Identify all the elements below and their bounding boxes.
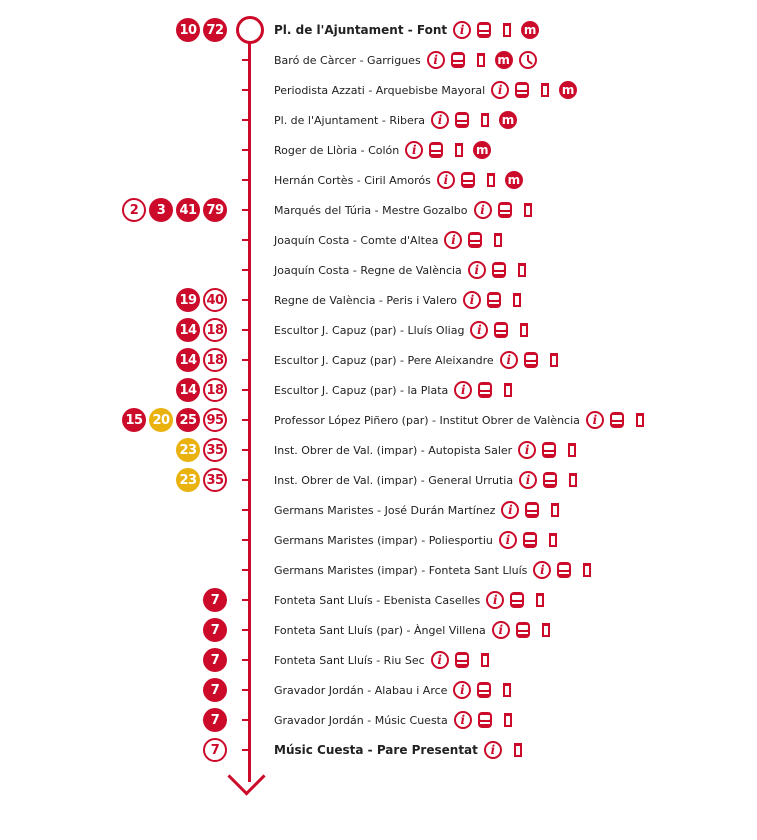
info-icon[interactable]: i — [468, 261, 486, 279]
stop-info — [274, 165, 523, 195]
shelter-icon — [487, 173, 495, 187]
stop-row[interactable] — [0, 15, 757, 45]
line-badges — [176, 375, 227, 405]
line-badge[interactable]: 14 — [176, 378, 200, 402]
stop-row[interactable] — [0, 465, 757, 495]
shelter-icon — [541, 83, 549, 97]
stop-row[interactable] — [0, 195, 757, 225]
info-icon[interactable]: i — [491, 81, 509, 99]
shelter-icon — [518, 263, 526, 277]
stop-name[interactable]: Roger de Llòria - Colón — [274, 143, 400, 157]
stop-row[interactable] — [0, 315, 757, 345]
info-icon[interactable]: i — [431, 111, 449, 129]
shelter-icon — [568, 443, 576, 457]
shelter-icon — [583, 563, 591, 577]
stop-info — [274, 675, 511, 705]
stop-info — [274, 105, 517, 135]
info-icon[interactable]: i — [492, 621, 510, 639]
line-badge[interactable]: 10 — [176, 18, 200, 42]
line-badges — [122, 405, 227, 435]
stop-name[interactable]: Inst. Obrer de Val. (impar) - General Urrutia — [274, 473, 514, 487]
line-badge[interactable]: 7 — [203, 648, 227, 672]
line-badge[interactable]: 7 — [203, 738, 227, 762]
stop-row[interactable] — [0, 165, 757, 195]
metro-icon[interactable]: m — [559, 81, 577, 99]
bus-icon — [478, 382, 492, 398]
stop-name[interactable]: Baró de Càrcer - Garrigues — [274, 53, 421, 67]
stop-info — [274, 615, 550, 645]
stop-info — [274, 345, 558, 375]
stop-name[interactable]: Joaquín Costa - Regne de València — [274, 263, 462, 277]
line-badges — [176, 315, 227, 345]
stop-name[interactable]: Fonteta Sant Lluís - Ebenista Caselles — [274, 593, 481, 607]
bus-icon — [543, 472, 557, 488]
stop-row[interactable] — [0, 435, 757, 465]
shelter-icon — [503, 23, 511, 37]
info-icon[interactable]: i — [518, 441, 536, 459]
line-badges — [176, 15, 227, 45]
shelter-icon — [542, 623, 550, 637]
stop-info — [274, 555, 591, 585]
stop-row[interactable] — [0, 285, 757, 315]
info-icon[interactable]: i — [431, 651, 449, 669]
info-icon[interactable]: i — [470, 321, 488, 339]
info-icon[interactable]: i — [427, 51, 445, 69]
shelter-icon — [513, 293, 521, 307]
bus-icon — [468, 232, 482, 248]
line-badge[interactable]: 19 — [176, 288, 200, 312]
info-icon[interactable]: i — [586, 411, 604, 429]
shelter-icon — [481, 113, 489, 127]
shelter-icon — [503, 683, 511, 697]
bus-icon — [494, 322, 508, 338]
metro-icon[interactable]: m — [499, 111, 517, 129]
stop-name[interactable]: Marqués del Túria - Mestre Gozalbo — [274, 203, 468, 217]
stop-info — [274, 45, 537, 75]
line-badge[interactable]: 35 — [203, 438, 227, 462]
stop-info — [274, 15, 539, 45]
shelter-icon — [536, 593, 544, 607]
bus-icon — [492, 262, 506, 278]
line-badge[interactable]: 3 — [149, 198, 173, 222]
bus-icon — [515, 82, 529, 98]
stop-info — [274, 435, 576, 465]
stop-row[interactable] — [0, 405, 757, 435]
info-icon[interactable]: i — [453, 21, 471, 39]
shelter-icon — [550, 353, 558, 367]
bus-icon — [455, 652, 469, 668]
info-icon[interactable]: i — [463, 291, 481, 309]
shelter-icon — [477, 53, 485, 67]
bus-icon — [477, 22, 491, 38]
stop-row[interactable] — [0, 585, 757, 615]
line-badge[interactable]: 23 — [176, 468, 200, 492]
line-badge[interactable]: 18 — [203, 378, 227, 402]
line-badges — [203, 585, 227, 615]
stop-info — [274, 735, 522, 765]
line-badges — [203, 705, 227, 735]
stop-name[interactable]: Germans Maristes (impar) - Fonteta Sant Lluís — [274, 563, 528, 577]
shelter-icon — [504, 713, 512, 727]
bus-icon — [516, 622, 530, 638]
bus-icon — [510, 592, 524, 608]
stop-info — [274, 405, 644, 435]
bus-icon — [523, 532, 537, 548]
line-badge[interactable]: 18 — [203, 318, 227, 342]
line-badges — [176, 435, 227, 465]
stop-row[interactable] — [0, 525, 757, 555]
bus-icon — [461, 172, 475, 188]
info-icon[interactable]: i — [405, 141, 423, 159]
shelter-icon — [551, 503, 559, 517]
shelter-icon — [481, 653, 489, 667]
line-badge[interactable]: 14 — [176, 348, 200, 372]
line-badge[interactable]: 25 — [176, 408, 200, 432]
info-icon[interactable]: i — [519, 471, 537, 489]
bus-icon — [542, 442, 556, 458]
bus-icon — [487, 292, 501, 308]
stop-row[interactable] — [0, 345, 757, 375]
info-icon[interactable]: i — [474, 201, 492, 219]
clock-icon — [519, 51, 537, 69]
stop-name[interactable]: Joaquín Costa - Comte d'Altea — [274, 233, 439, 247]
stop-info — [274, 645, 489, 675]
stop-info — [274, 375, 512, 405]
stop-name[interactable]: Germans Maristes (impar) - Poliesportiu — [274, 533, 493, 547]
info-icon[interactable]: i — [454, 711, 472, 729]
bus-icon — [557, 562, 571, 578]
line-badge[interactable]: 7 — [203, 678, 227, 702]
stop-row[interactable] — [0, 255, 757, 285]
stop-info — [274, 585, 544, 615]
info-icon[interactable]: i — [484, 741, 502, 759]
stop-row[interactable] — [0, 555, 757, 585]
bus-icon — [524, 352, 538, 368]
stop-info — [274, 255, 526, 285]
line-badge[interactable]: 2 — [122, 198, 146, 222]
stop-name[interactable]: Periodista Azzati - Arquebisbe Mayoral — [274, 83, 486, 97]
stop-info — [274, 225, 502, 255]
info-icon[interactable]: i — [437, 171, 455, 189]
stop-name[interactable]: Escultor J. Capuz (par) - Pere Aleixandre — [274, 353, 494, 367]
shelter-icon — [494, 233, 502, 247]
line-badge[interactable]: 18 — [203, 348, 227, 372]
stop-row[interactable] — [0, 75, 757, 105]
stop-name[interactable]: Regne de València - Peris i Valero — [274, 293, 458, 307]
stop-row[interactable] — [0, 645, 757, 675]
metro-icon[interactable]: m — [473, 141, 491, 159]
line-badge[interactable]: 79 — [203, 198, 227, 222]
line-badge[interactable]: 7 — [203, 618, 227, 642]
info-icon[interactable]: i — [454, 381, 472, 399]
metro-icon[interactable]: m — [505, 171, 523, 189]
stop-name[interactable]: Inst. Obrer de Val. (impar) - Autopista Saler — [274, 443, 513, 457]
info-icon[interactable]: i — [444, 231, 462, 249]
shelter-icon — [514, 743, 522, 757]
metro-icon[interactable]: m — [495, 51, 513, 69]
stop-row[interactable] — [0, 375, 757, 405]
stop-row[interactable] — [0, 735, 757, 765]
stop-row[interactable] — [0, 105, 757, 135]
shelter-icon — [504, 383, 512, 397]
shelter-icon — [455, 143, 463, 157]
stop-row[interactable] — [0, 495, 757, 525]
line-badge[interactable]: 15 — [122, 408, 146, 432]
info-icon[interactable]: i — [500, 351, 518, 369]
line-badge[interactable]: 41 — [176, 198, 200, 222]
line-badge[interactable]: 14 — [176, 318, 200, 342]
info-icon[interactable]: i — [499, 531, 517, 549]
stop-info — [274, 285, 521, 315]
line-badges — [203, 675, 227, 705]
stop-name[interactable]: Músic Cuesta - Pare Presentat — [274, 743, 478, 757]
bus-icon — [455, 112, 469, 128]
stop-name[interactable]: Pl. de l'Ajuntament - Font — [274, 23, 448, 37]
stop-row[interactable] — [0, 135, 757, 165]
line-badge[interactable]: 35 — [203, 468, 227, 492]
bus-icon — [477, 682, 491, 698]
info-icon[interactable]: i — [533, 561, 551, 579]
line-badges — [176, 465, 227, 495]
bus-icon — [478, 712, 492, 728]
shelter-icon — [520, 323, 528, 337]
line-badges — [203, 645, 227, 675]
bus-icon — [525, 502, 539, 518]
stop-row[interactable] — [0, 675, 757, 705]
stop-name[interactable]: Germans Maristes - José Durán Martínez — [274, 503, 496, 517]
line-badges — [203, 615, 227, 645]
info-icon[interactable]: i — [486, 591, 504, 609]
stop-info — [274, 315, 528, 345]
line-badges — [203, 735, 227, 765]
stop-info — [274, 705, 512, 735]
info-icon[interactable]: i — [501, 501, 519, 519]
line-badge[interactable]: 72 — [203, 18, 227, 42]
line-badges — [176, 285, 227, 315]
stop-row[interactable] — [0, 225, 757, 255]
stop-info — [274, 465, 577, 495]
metro-icon[interactable]: m — [521, 21, 539, 39]
line-badges — [176, 345, 227, 375]
stop-name[interactable]: Gravador Jordán - Músic Cuesta — [274, 713, 448, 727]
stop-name[interactable]: Gravador Jordán - Alabau i Arce — [274, 683, 448, 697]
shelter-icon — [549, 533, 557, 547]
stop-row[interactable] — [0, 45, 757, 75]
stop-name[interactable]: Escultor J. Capuz (par) - la Plata — [274, 383, 449, 397]
line-badge[interactable]: 40 — [203, 288, 227, 312]
line-badge[interactable]: 7 — [203, 588, 227, 612]
bus-icon — [429, 142, 443, 158]
shelter-icon — [569, 473, 577, 487]
stop-name[interactable]: Fonteta Sant Lluís (par) - Àngel Villena — [274, 623, 486, 637]
line-badge[interactable]: 95 — [203, 408, 227, 432]
line-badges — [122, 195, 227, 225]
stop-name[interactable]: Professor López Piñero (par) - Institut Obrer de València — [274, 413, 580, 427]
stop-name[interactable]: Pl. de l'Ajuntament - Ribera — [274, 113, 426, 127]
stop-info — [274, 135, 491, 165]
line-badge[interactable]: 20 — [149, 408, 173, 432]
stop-name[interactable]: Hernán Cortès - Ciril Amorós — [274, 173, 431, 187]
stop-row[interactable] — [0, 705, 757, 735]
shelter-icon — [524, 203, 532, 217]
bus-icon — [451, 52, 465, 68]
info-icon[interactable]: i — [453, 681, 471, 699]
stop-info — [274, 195, 532, 225]
stop-info — [274, 75, 577, 105]
line-badge[interactable]: 7 — [203, 708, 227, 732]
bus-icon — [610, 412, 624, 428]
stop-info — [274, 495, 559, 525]
stop-name[interactable]: Escultor J. Capuz (par) - Lluís Oliag — [274, 323, 465, 337]
shelter-icon — [636, 413, 644, 427]
bus-icon — [498, 202, 512, 218]
line-badge[interactable]: 23 — [176, 438, 200, 462]
stop-info — [274, 525, 557, 555]
stop-row[interactable] — [0, 615, 757, 645]
stop-name[interactable]: Fonteta Sant Lluís - Riu Sec — [274, 653, 425, 667]
